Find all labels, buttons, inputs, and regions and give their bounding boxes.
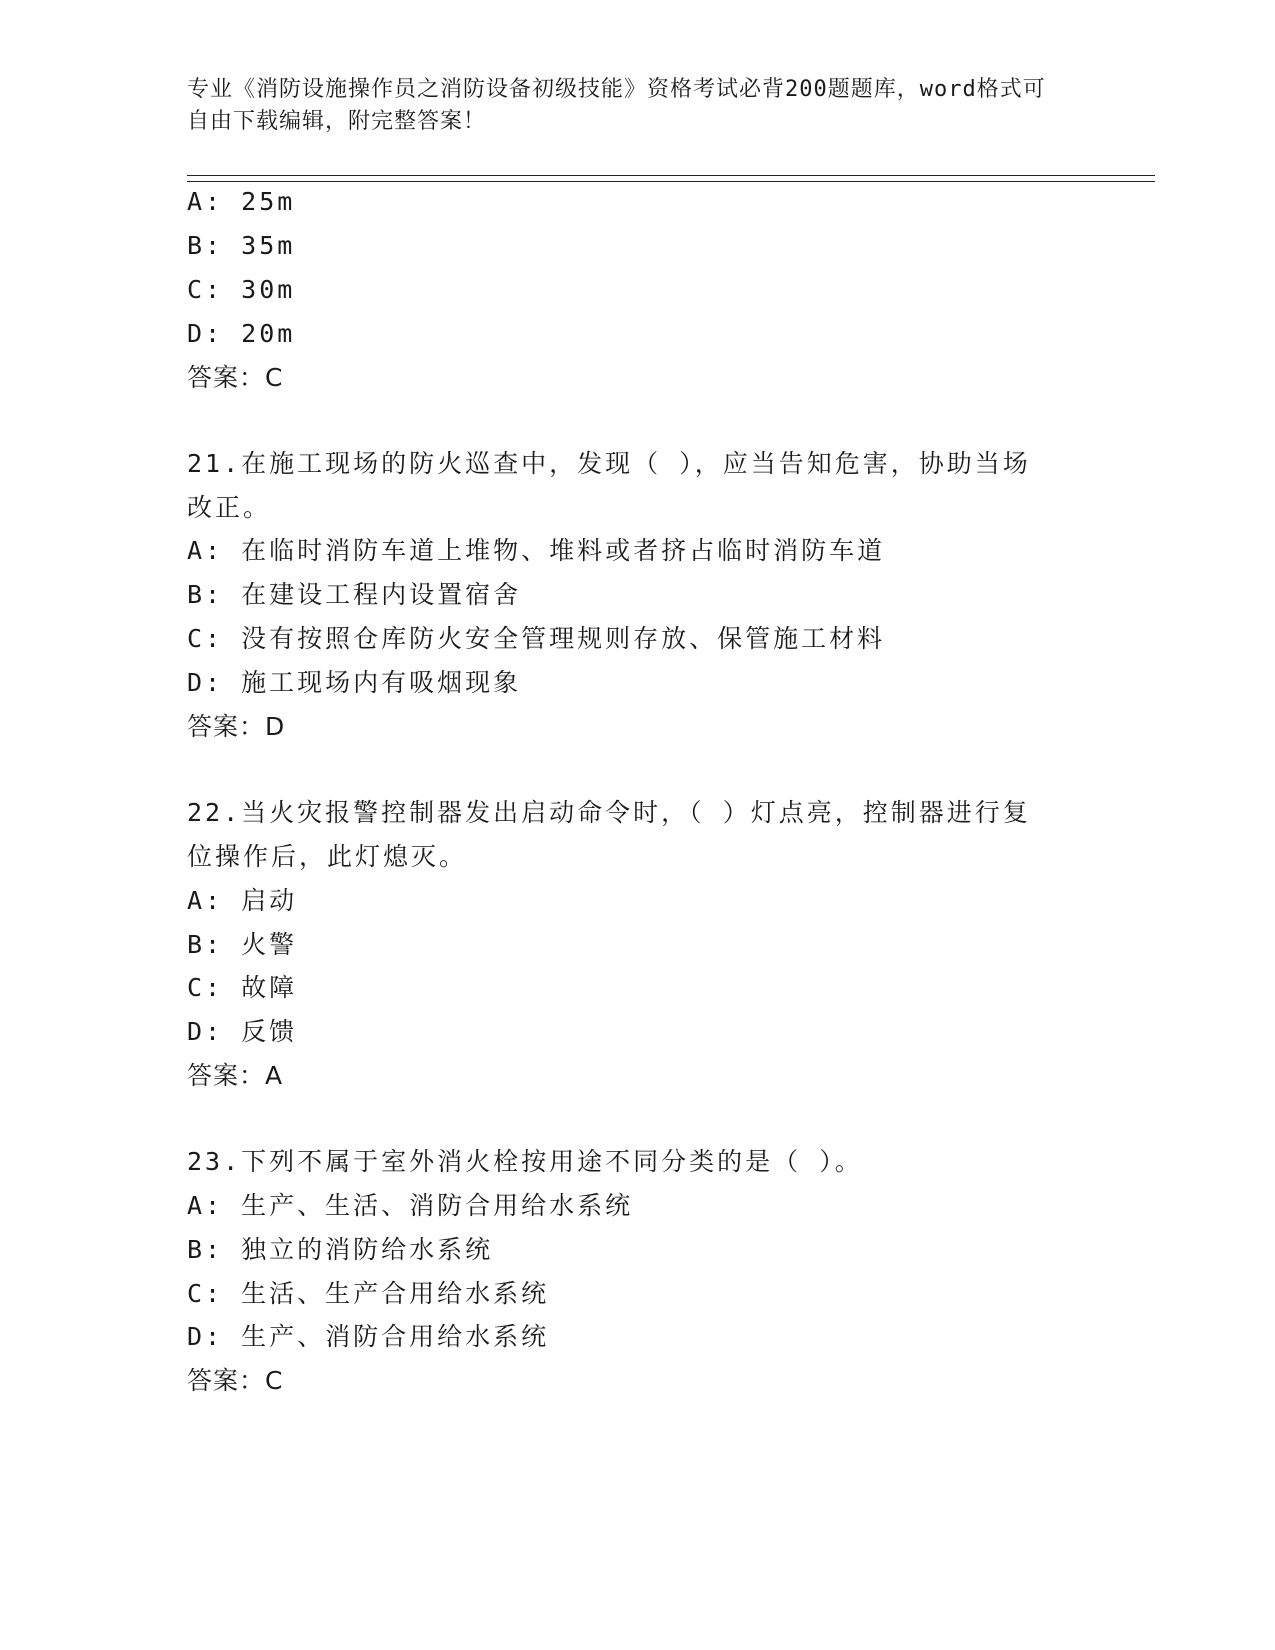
q20-option-d: D: 20m: [187, 319, 296, 348]
q22-option-d: D: 反馈: [187, 1017, 298, 1046]
q22-answer: 答案：A: [187, 1061, 284, 1090]
q20-option-a: A: 25m: [187, 187, 296, 216]
q22-option-a: A: 启动: [187, 886, 298, 915]
q23-option-a: A: 生产、生活、消防合用给水系统: [187, 1191, 634, 1220]
q22-stem-line2: 位操作后，此灯熄灭。: [187, 842, 468, 871]
q21-stem-line1: 21.在施工现场的防火巡查中，发现（ ），应当告知危害，协助当场: [187, 449, 1031, 478]
q21-option-c: C: 没有按照仓库防火安全管理规则存放、保管施工材料: [187, 624, 886, 653]
q23-answer: 答案：C: [187, 1366, 284, 1395]
q20-option-c: C: 30m: [187, 275, 296, 304]
q22-stem-line1: 22.当火灾报警控制器发出启动命令时，（ ）灯点亮，控制器进行复: [187, 798, 1031, 827]
q21-answer: 答案：D: [187, 712, 286, 741]
q20-option-b: B: 35m: [187, 231, 296, 260]
q21-option-d: D: 施工现场内有吸烟现象: [187, 668, 522, 697]
q23-option-c: C: 生活、生产合用给水系统: [187, 1279, 550, 1308]
header-divider-bottom: [187, 181, 1155, 182]
q21-option-b: B: 在建设工程内设置宿舍: [187, 580, 522, 609]
q20-answer: 答案：C: [187, 363, 284, 392]
header-divider-top: [187, 175, 1155, 176]
q22-option-c: C: 故障: [187, 973, 298, 1002]
q23-stem-line1: 23.下列不属于室外消火栓按用途不同分类的是（ ）。: [187, 1147, 863, 1176]
q23-option-b: B: 独立的消防给水系统: [187, 1235, 494, 1264]
q22-option-b: B: 火警: [187, 930, 298, 959]
q21-stem-line2: 改正。: [187, 493, 272, 522]
q23-option-d: D: 生产、消防合用给水系统: [187, 1322, 550, 1351]
q21-option-a: A: 在临时消防车道上堆物、堆料或者挤占临时消防车道: [187, 536, 886, 565]
document-header: 专业《消防设施操作员之消防设备初级技能》资格考试必背200题题库，word格式可自由下载编辑，附完整答案！: [187, 77, 1046, 134]
